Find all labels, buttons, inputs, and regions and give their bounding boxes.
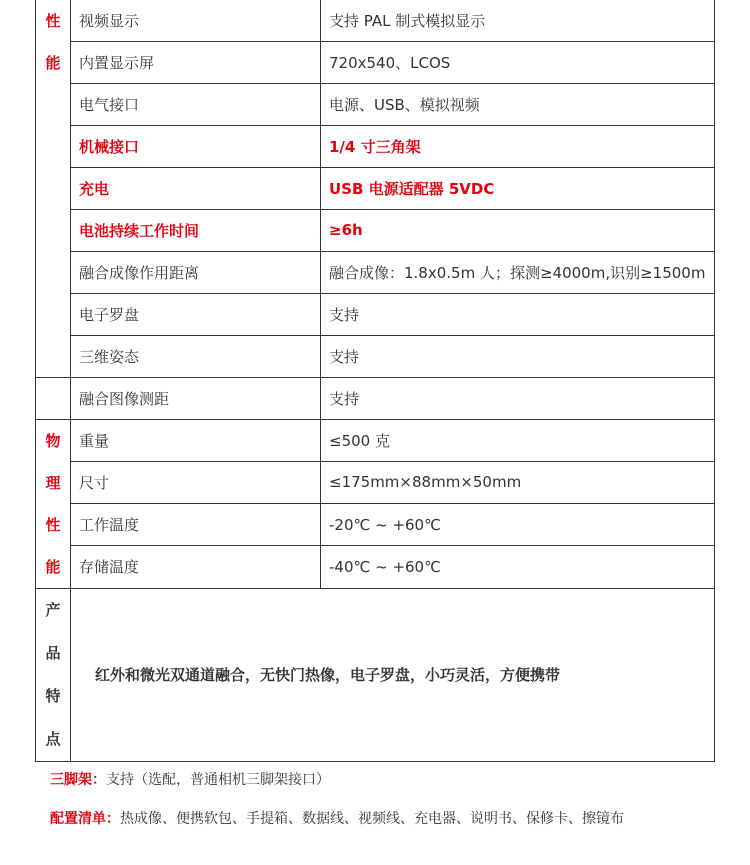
- packing-list-label: 配置清单：: [50, 811, 120, 827]
- group-char: 性: [45, 515, 61, 534]
- group-physical: [36, 419, 71, 588]
- spec-name: 存储温度: [71, 546, 321, 588]
- spec-name: 充电: [71, 167, 321, 209]
- spec-value: -40℃ ~ +60℃: [321, 546, 715, 588]
- spec-value: 支持: [321, 293, 715, 335]
- table-row: [36, 41, 715, 83]
- table-row: [36, 461, 715, 503]
- spec-name: 融合图像测距: [71, 377, 321, 419]
- spec-value: 支持 PAL 制式模拟显示: [321, 0, 715, 41]
- spec-name: 电池持续工作时间: [71, 209, 321, 251]
- table-row: [36, 125, 715, 167]
- table-row: [36, 335, 715, 377]
- spec-value: ≥6h: [321, 209, 715, 251]
- packing-list-text: 热成像、便携软包、手提箱、数据线、视频线、充电器、说明书、保修卡、擦镜布: [120, 811, 624, 827]
- spec-value: 电源、USB、模拟视频: [321, 83, 715, 125]
- spec-name: 电气接口: [71, 83, 321, 125]
- table-row: [36, 504, 715, 546]
- spec-name: 机械接口: [71, 125, 321, 167]
- spec-name: 视频显示: [71, 0, 321, 41]
- spec-value: 1/4 寸三角架: [321, 125, 715, 167]
- spec-name: 尺寸: [71, 461, 321, 503]
- group-char: 能: [45, 557, 61, 576]
- table-row: [36, 293, 715, 335]
- group-performance: [36, 0, 71, 377]
- group-char: 特: [45, 686, 61, 705]
- spec-value: 支持: [321, 335, 715, 377]
- table-row: [36, 377, 715, 419]
- spec-value: -20℃ ~ +60℃: [321, 504, 715, 546]
- spec-name: 三维姿态: [71, 335, 321, 377]
- spec-table: [35, 0, 715, 762]
- tripod-label: 三脚架：: [50, 772, 106, 788]
- packing-list-note: [50, 808, 624, 828]
- group-char: 点: [45, 729, 61, 748]
- spec-name: 重量: [71, 419, 321, 461]
- spec-value: USB 电源适配器 5VDC: [321, 167, 715, 209]
- group-char: 性: [45, 12, 61, 30]
- table-row: [36, 0, 715, 41]
- table-row: [36, 167, 715, 209]
- spec-value: 720x540、LCOS: [321, 41, 715, 83]
- tripod-note: [50, 769, 330, 789]
- spec-name: 内置显示屏: [71, 41, 321, 83]
- group-char: 物: [45, 431, 61, 450]
- spec-value: 融合成像：1.8x0.5m 人；探测≥4000m,识别≥1500m: [321, 251, 715, 293]
- group-char: 品: [45, 643, 61, 662]
- group-empty: [36, 377, 71, 419]
- spec-name: 工作温度: [71, 504, 321, 546]
- table-row: [36, 209, 715, 251]
- table-row: [36, 251, 715, 293]
- table-row: [36, 83, 715, 125]
- group-char: 产: [45, 600, 61, 619]
- spec-value: 支持: [321, 377, 715, 419]
- table-row: [36, 419, 715, 461]
- spec-name: 融合成像作用距离: [71, 251, 321, 293]
- tripod-text: 支持（选配，普通相机三脚架接口）: [106, 772, 330, 788]
- table-row: [36, 588, 715, 761]
- spec-value: ≤175mm×88mm×50mm: [321, 461, 715, 503]
- group-char: 理: [45, 473, 61, 492]
- features-text: 红外和微光双通道融合，无快门热像，电子罗盘，小巧灵活，方便携带: [71, 588, 715, 761]
- group-char: 能: [45, 54, 61, 72]
- spec-name: 电子罗盘: [71, 293, 321, 335]
- spec-value: ≤500 克: [321, 419, 715, 461]
- group-features: [36, 588, 71, 761]
- table-row: [36, 546, 715, 588]
